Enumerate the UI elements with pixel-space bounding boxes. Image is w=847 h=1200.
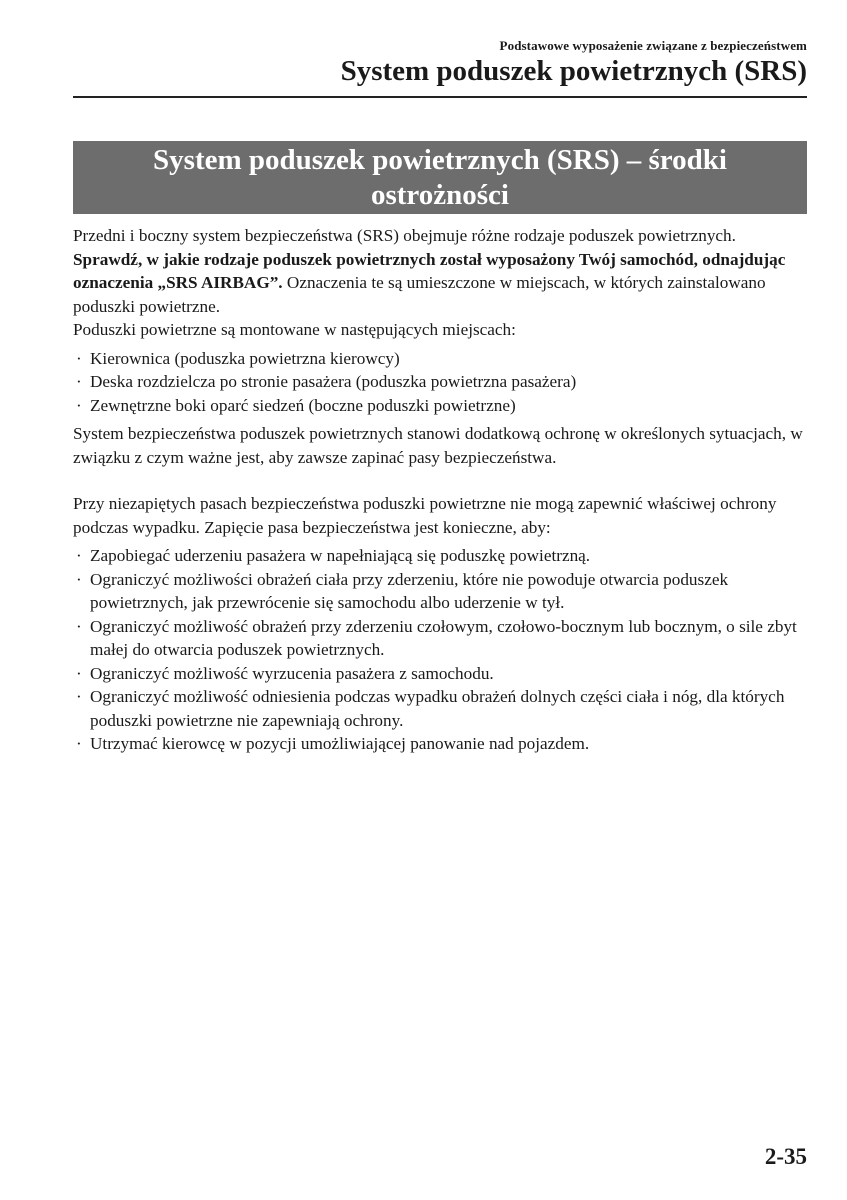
belt-intro-paragraph: Przy niezapiętych pasach bezpieczeństwa poduszki powietrzne nie mogą zapewnić właściwej ochrony podczas wypadku. Zapięcie pasa bezpieczeństwa jest konieczne, aby: <box>73 494 777 537</box>
list-item-text: Ograniczyć możliwość obrażeń przy zderzeniu czołowym, czołowo-bocznym lub bocznym, o sile zbyt małej do otwarcia poduszek powietrznych. <box>90 616 797 659</box>
bullet-icon: · <box>76 372 82 391</box>
running-header-title: System poduszek powietrznych (SRS) <box>340 55 807 87</box>
list-item <box>73 370 807 394</box>
main-content <box>73 224 807 761</box>
page-number: 2-35 <box>764 1144 807 1169</box>
bullet-icon: · <box>76 546 82 565</box>
section-title: System poduszek powietrznych (SRS) – środki ostrożności <box>153 143 727 211</box>
list-item <box>73 568 807 615</box>
bullet-icon: · <box>76 348 82 368</box>
bullet-icon: · <box>76 734 82 753</box>
bullet-icon: · <box>76 663 82 683</box>
list-item-text: Ograniczyć możliwość odniesienia podczas wypadku obrażeń dolnych części ciała i nóg, dla których poduszki powietrzne nie zapewniają ochrony. <box>90 687 785 730</box>
list-item-text: Zewnętrzne boki oparć siedzeń (boczne poduszki powietrzne) <box>90 395 516 415</box>
bullet-icon: · <box>76 687 82 706</box>
list-item-text: Zapobiegać uderzeniu pasażera w napełniającą się poduszkę powietrzną. <box>90 546 591 565</box>
list-item <box>73 615 807 662</box>
bullet-icon: · <box>76 616 82 636</box>
intro-text: Przedni i boczny system bezpieczeństwa (SRS) obejmuje różne rodzaje poduszek powietrznych. <box>73 226 736 245</box>
header-divider <box>73 96 807 98</box>
list-item <box>73 347 807 371</box>
list-item-text: Ograniczyć możliwości obrażeń ciała przy zderzeniu, które nie powoduje otwarcia poduszek powietrznych, jak przewrócenie się samochodu albo uderzenie w tył. <box>90 569 729 612</box>
bullet-icon: · <box>76 569 82 589</box>
list-item-text: Ograniczyć możliwość wyrzucenia pasażera z samochodu. <box>90 663 494 683</box>
list-item <box>73 732 807 756</box>
list-item-text: Deska rozdzielcza po stronie pasażera (poduszka powietrzna pasażera) <box>90 372 577 391</box>
section-banner <box>73 141 807 214</box>
paragraph-spacer <box>73 469 807 492</box>
intro-bold-text: Sprawdź, w jakie rodzaje poduszek powietrznych został wyposażony Twój samochód, odnajdując oznaczenia „SRS AIRBAG”. <box>73 249 786 292</box>
bullet-icon: · <box>76 395 82 415</box>
running-header-section: Podstawowe wyposażenie związane z bezpieczeństwem <box>499 38 807 53</box>
intro-paragraph <box>73 224 807 318</box>
list-item <box>73 544 807 568</box>
list-item <box>73 662 807 686</box>
supplement-paragraph: System bezpieczeństwa poduszek powietrznych stanowi dodatkową ochronę w określonych sytuacjach, w związku z czym ważne jest, aby zawsze zapinać pasy bezpieczeństwa. <box>73 424 803 467</box>
locations-intro: Poduszki powietrzne są montowane w następujących miejscach: <box>73 320 516 339</box>
list-item-text: Kierownica (poduszka powietrzna kierowcy) <box>90 348 400 368</box>
list-item <box>73 685 807 732</box>
list-item <box>73 394 807 418</box>
belt-reasons-list <box>73 544 807 756</box>
airbag-locations-list <box>73 347 807 418</box>
intro-text-continued: Oznaczenia te są umieszczone w miejscach, w których zainstalowano poduszki powietrzne. <box>73 273 766 316</box>
list-item-text: Utrzymać kierowcę w pozycji umożliwiającej panowanie nad pojazdem. <box>90 734 590 753</box>
